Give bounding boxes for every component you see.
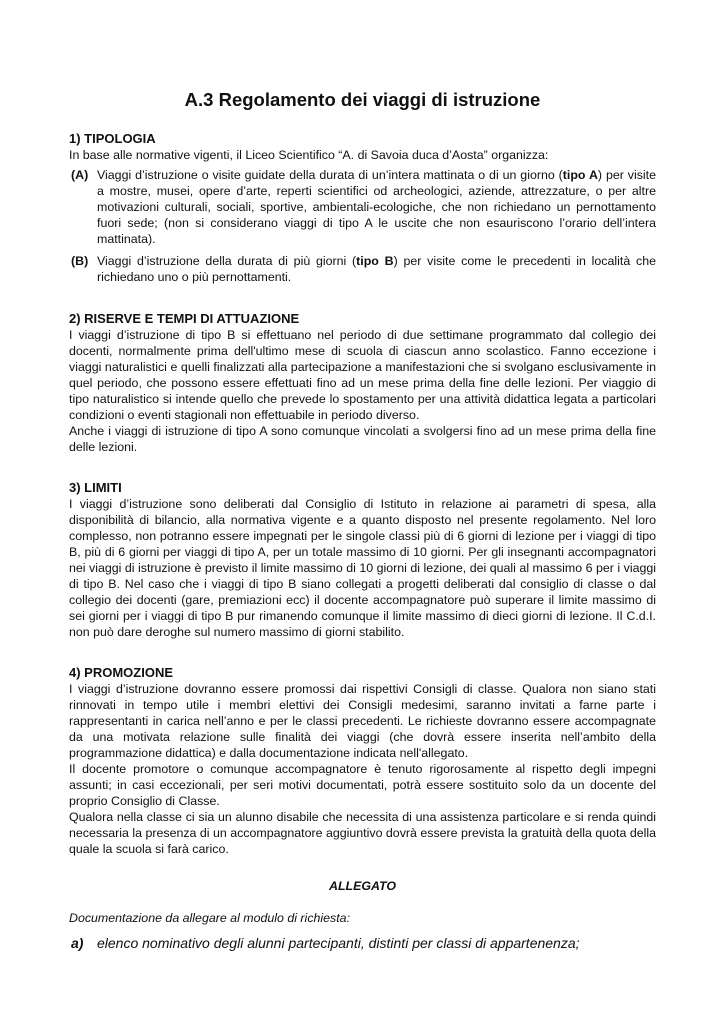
item-bold-text: tipo A xyxy=(562,168,598,182)
allegato-intro: Documentazione da allegare al modulo di richiesta: xyxy=(69,911,351,925)
paragraph: Il docente promotore o comunque accompagnatore è tenuto rigorosamente al rispetto degli impegni assunti; in casi eccezionali, per seri motivi documentati, potrà essere sostituito solo da un docente del proprio Consiglio di Classe. xyxy=(69,762,656,808)
section-intro: In base alle normative vigenti, il Liceo Scientifico “A. di Savoia duca d’Aosta” organizza: xyxy=(69,148,549,162)
section-heading: 3) LIMITI xyxy=(69,480,122,495)
section-heading: 2) RISERVE E TEMPI DI ATTUAZIONE xyxy=(69,311,300,326)
paragraph: Qualora nella classe ci sia un alunno disabile che necessita di una assistenza particolare e si renda quindi necessaria la presenza di un accompagnatore aggiuntivo dovrà essere prevista la gratuità della quota della quale la scuola si farà carico. xyxy=(69,810,656,856)
list-item-b xyxy=(69,253,656,285)
item-text: elenco nominativo degli alunni partecipanti, distinti per classi di appartenenza; xyxy=(97,935,580,951)
paragraph: Anche i viaggi di istruzione di tipo A sono comunque vincolati a svolgersi fino ad un mese prima della fine delle lezioni. xyxy=(69,424,656,454)
document-title: A.3 Regolamento dei viaggi di istruzione xyxy=(184,89,541,110)
item-text-part: Viaggi d’istruzione della durata di più giorni ( xyxy=(97,254,357,268)
section-promozione xyxy=(69,665,656,857)
paragraph: I viaggi d’istruzione sono deliberati dal Consiglio di Istituto in relazione ai parametri di spesa, alla disponibilità di bilancio, alla normativa vigente e a quanto disposto nel presente regolamento. Nel loro complesso, non potranno essere impegnati per le singole classi più di 6 giorni di lezione per i viaggi di tipo B, più di 6 giorni per viaggi di tipo A, per un totale massimo di 10 giorni. Per gli insegnanti accompagnatori nei viaggi di istruzione è previsto il limite massimo di 10 giorni di lezione, dei quali al massimo 6 per i viaggi di tipo B. Nel caso che i viaggi di tipo B siano collegati a progetti deliberati dal consiglio di classe o dal collegio dei docenti (gare, premiazioni ecc) il docente accompagnatore può superare il limite massimo di sei giorni per i viaggi di tipo B pur rimanendo comunque il limite massimo di dieci giorni di lezione. Il C.d.I. non può dare deroghe sul numero massimo di giorni stabilito. xyxy=(69,497,656,639)
section-heading: 4) PROMOZIONE xyxy=(69,665,174,680)
paragraph: I viaggi d’istruzione dovranno essere promossi dai rispettivi Consigli di classe. Qualora non siano stati rinnovati in tempo utile i membri elettivi dei Consigli medesimi, saranno invitati a farne parte i rappresentanti in carica nell’anno e per le classi precedenti. Le richieste dovranno essere accompagnate da una motivata relazione sulle finalità dei viaggi (che dovrà essere inserita nell’ambito della programmazione didattica) e dalla documentazione indicata nell'allegato. xyxy=(69,682,656,760)
item-text xyxy=(97,167,656,247)
paragraph: I viaggi d’istruzione di tipo B si effettuano nel periodo di due settimane programmato dal collegio dei docenti, normalmente prima dell'ultimo mese di scuola di ciascun anno scolastico. Fanno eccezione i viaggi naturalistici e quelli finalizzati alla partecipazione a manifestazioni che si svolgano esclusivamente in quel periodo, che possono essere effettuati fino ad un mese prima della fine delle lezioni. Per viaggio di tipo naturalistico si intende quello che prevede lo spostamento per una attività didattica legata a particolari condizioni o eventi stagionali non effettuabile in periodo diverso. xyxy=(69,328,656,422)
section-limiti xyxy=(69,480,656,640)
item-text xyxy=(97,253,656,285)
item-text-part: ) per visite come le precedenti in località che richiedano uno o più pernottamenti. xyxy=(97,254,656,284)
item-text-part: Viaggi d’istruzione o visite guidate della durata di un’intera mattinata o di un giorno ( xyxy=(97,168,563,182)
allegato-list-item xyxy=(69,935,656,951)
list-item-a xyxy=(69,167,656,247)
allegato-title: ALLEGATO xyxy=(329,879,396,893)
item-text-part: ) per visite a mostre, musei, opere d’arte, reperti scientifici od archeologici, aziende, attrezzature, o per altre motivazioni culturali, sociali, sportive, ambientali-ecologiche, che non richiedano un pernottamento fuori sede; (non si considerano viaggi di tipo A le uscite che non esauriscono l’orario dell’intera mattinata). xyxy=(97,168,656,246)
item-bold-text: tipo B xyxy=(356,254,394,268)
section-riserve xyxy=(69,311,656,455)
section-heading: 1) TIPOLOGIA xyxy=(69,131,156,146)
section-tipologia xyxy=(69,131,656,285)
item-label: (A) xyxy=(71,168,89,182)
item-label: a) xyxy=(71,935,84,951)
item-label: (B) xyxy=(71,254,89,268)
